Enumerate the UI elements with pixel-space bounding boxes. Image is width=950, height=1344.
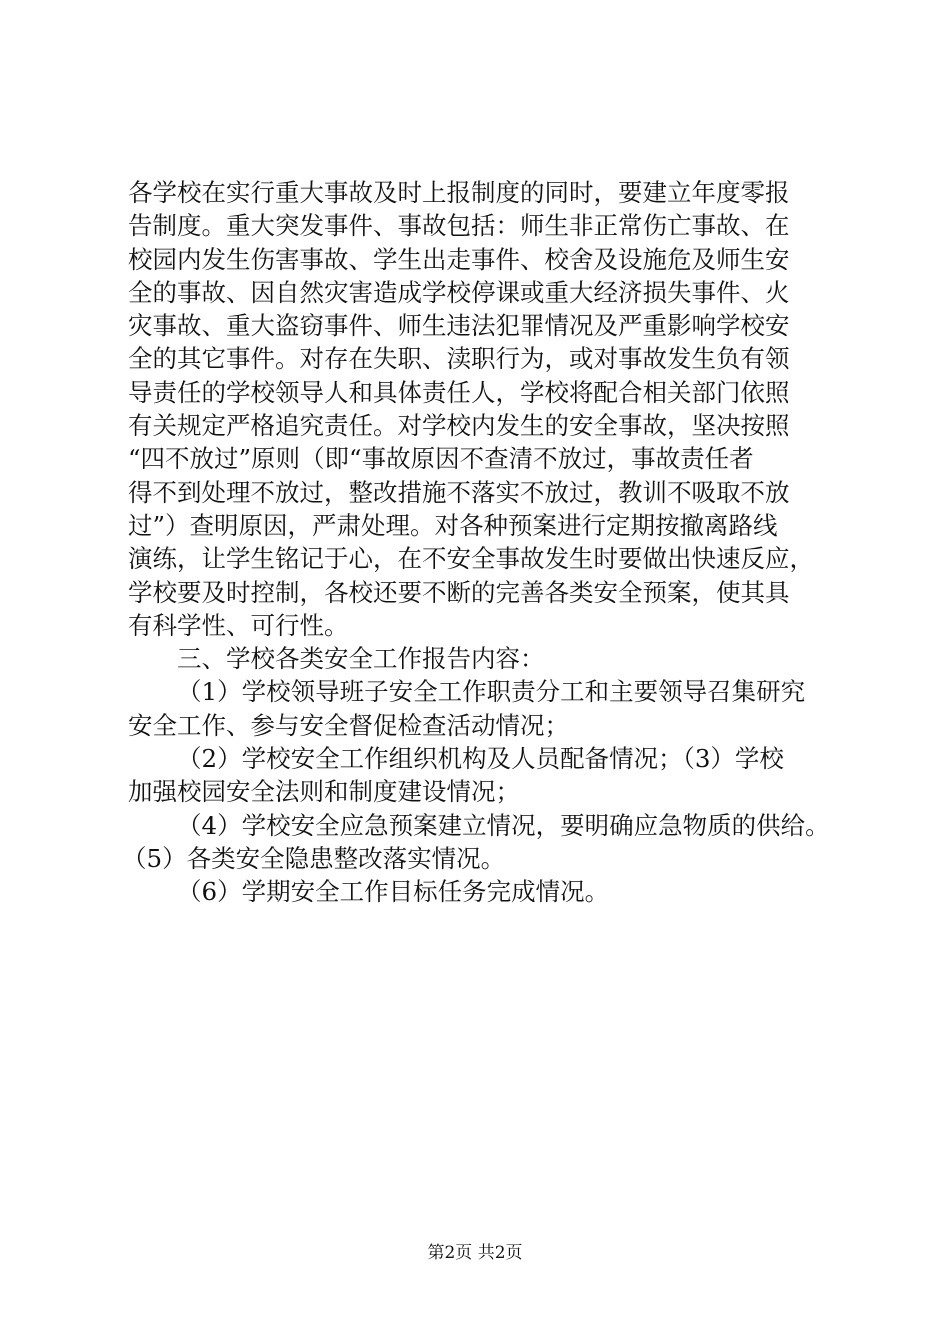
text-line: 全的事故、因自然灾害造成学校停课或重大经济损失事件、火 [128, 277, 790, 307]
text-line: 安全工作、参与安全督促检查活动情况； [128, 710, 569, 740]
text-line: 导责任的学校领导人和具体责任人，学校将配合相关部门依照 [128, 377, 790, 407]
list-item-6 [128, 875, 828, 908]
text-line: 有科学性、可行性。 [128, 610, 349, 640]
text-line: 校园内发生伤害事故、学生出走事件、校舍及设施危及师生安 [128, 244, 790, 274]
text-line: （5）各类安全隐患整改落实情况。 [122, 843, 506, 873]
text-line: 告制度。重大突发事件、事故包括：师生非正常伤亡事故、在 [128, 211, 790, 241]
text-line: 加强校园安全法则和制度建设情况； [128, 777, 520, 807]
text-line: 有关规定严格追究责任。对学校内发生的安全事故，坚决按照 [128, 411, 790, 441]
text-line: 得不到处理不放过，整改措施不落实不放过，教训不吸取不放 [128, 477, 790, 507]
text-line: 全的其它事件。对存在失职、渎职行为，或对事故发生负有领 [128, 344, 790, 374]
text-line: （6）学期安全工作目标任务完成情况。 [177, 877, 610, 907]
text-line: （2）学校安全工作组织机构及人员配备情况；（3）学校 [177, 744, 784, 774]
text-line: 学校要及时控制，各校还要不断的完善各类安全预案，使其具 [128, 577, 790, 607]
text-line: “四不放过”原则（即“事故原因不查清不放过，事故责任者 [128, 444, 754, 474]
text-line: 过”）查明原因，严肃处理。对各种预案进行定期按撤离路线 [128, 510, 778, 540]
text-line: 灾事故、重大盗窃事件、师生违法犯罪情况及严重影响学校安 [128, 311, 790, 341]
list-item-2-3 [128, 742, 828, 809]
list-item-1 [128, 675, 828, 742]
document-body [122, 176, 830, 909]
text-line: 演练，让学生铭记于心，在不安全事故发生时要做出快速反应， [128, 544, 814, 574]
text-line: （1）学校领导班子安全工作职责分工和主要领导召集研究 [177, 677, 806, 707]
section-heading-3 [128, 642, 828, 675]
text-line: 各学校在实行重大事故及时上报制度的同时，要建立年度零报 [128, 178, 790, 207]
paragraph-reporting-system [128, 176, 828, 642]
section-heading-text: 三、学校各类安全工作报告内容： [177, 644, 545, 674]
list-item-4-5 [122, 809, 830, 876]
page-number-footer: 第2页 共2页 [427, 1243, 523, 1263]
text-line: （4）学校安全应急预案建立情况，要明确应急物质的供给。 [177, 810, 830, 840]
